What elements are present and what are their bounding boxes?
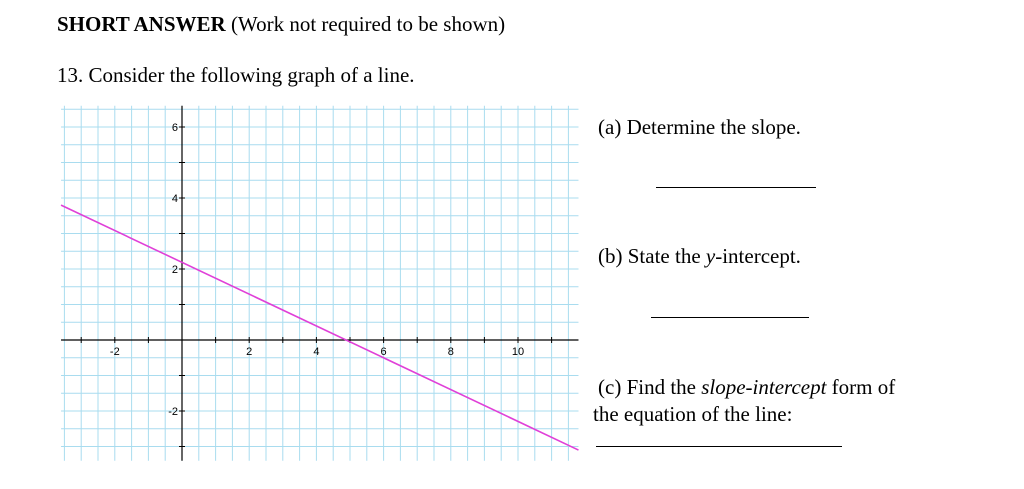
part-a-text: Determine the slope. bbox=[626, 115, 801, 139]
x-tick-label: 6 bbox=[380, 346, 387, 358]
section-note: (Work not required to be shown) bbox=[230, 12, 506, 36]
answer-line-b[interactable] bbox=[651, 317, 809, 318]
y-tick-label: 2 bbox=[171, 264, 178, 276]
y-tick-label: 4 bbox=[171, 193, 178, 205]
part-c-label: (c) bbox=[598, 375, 622, 399]
grid bbox=[61, 106, 578, 461]
section-title: SHORT ANSWER bbox=[57, 12, 226, 36]
part-c-emph: slope-intercept bbox=[701, 375, 827, 399]
part-c-text-before: Find the bbox=[626, 375, 702, 399]
part-b-text-before: State the bbox=[627, 244, 706, 268]
part-c-line2: the equation of the line: bbox=[593, 402, 793, 426]
part-b bbox=[598, 244, 801, 269]
question-prompt: Consider the following graph of a line. bbox=[88, 63, 415, 87]
x-tick-label: 2 bbox=[246, 346, 253, 358]
question-number: 13. bbox=[57, 63, 84, 87]
part-c-text-after: form of bbox=[826, 375, 896, 399]
part-b-var: y bbox=[705, 244, 716, 268]
x-tick-label: -2 bbox=[109, 346, 120, 358]
answer-line-a[interactable] bbox=[656, 187, 816, 188]
part-a-label: (a) bbox=[598, 115, 622, 139]
part-c bbox=[593, 374, 896, 428]
x-tick-label: 8 bbox=[447, 346, 454, 358]
y-tick-label: -2 bbox=[168, 406, 178, 418]
part-a bbox=[598, 115, 801, 140]
tick-labels bbox=[110, 122, 524, 418]
x-tick-label: 4 bbox=[313, 346, 320, 358]
y-tick-label: 6 bbox=[171, 122, 178, 134]
part-b-text-after: -intercept. bbox=[715, 244, 801, 268]
part-b-label: (b) bbox=[598, 244, 623, 268]
x-tick-label: 10 bbox=[511, 346, 525, 358]
answer-line-c[interactable] bbox=[596, 446, 842, 447]
